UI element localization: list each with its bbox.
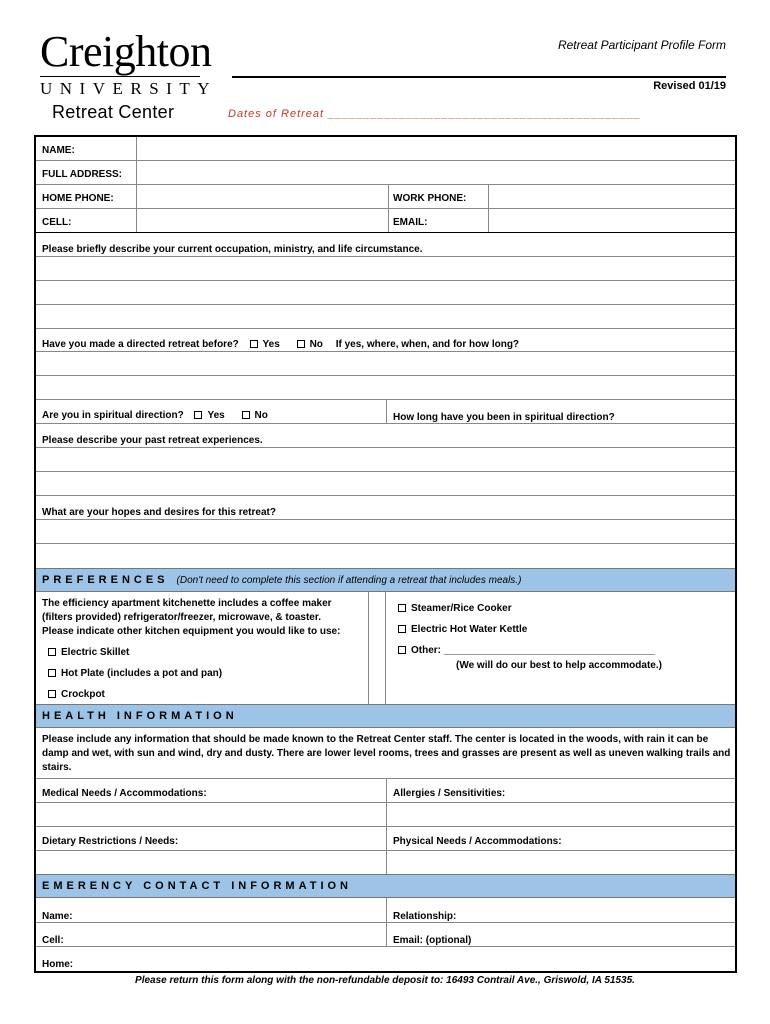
cell-label: CELL: (42, 217, 72, 228)
option-label: Steamer/Rice Cooker (411, 603, 512, 614)
preferences-title (42, 569, 521, 592)
medical-needs-label: Medical Needs / Accommodations: (42, 788, 207, 799)
answer-line[interactable] (36, 802, 735, 803)
directed-retreat-question: Have you made a directed retreat before? (42, 339, 239, 350)
divider (36, 922, 735, 923)
answer-line[interactable] (36, 304, 735, 305)
revised-date: Revised 01/19 (653, 80, 726, 92)
header-rule (232, 76, 726, 78)
answer-line[interactable] (36, 471, 735, 472)
intro-line: (filters provided) refrigerator/freezer, microwave, & toaster. (42, 612, 321, 623)
emergency-title: EMERENCY CONTACT INFORMATION (42, 880, 352, 892)
divider (368, 592, 369, 704)
form-title: Retreat Participant Profile Form (557, 38, 726, 52)
option-other[interactable] (398, 645, 655, 657)
home-phone-label: HOME PHONE: (42, 193, 114, 204)
intro-line: Please indicate other kitchen equipment you would like to use: (42, 626, 341, 637)
spiritual-direction-row (42, 410, 268, 422)
checkbox-icon[interactable] (398, 625, 406, 633)
option-hot-plate[interactable] (48, 668, 222, 680)
divider (36, 423, 735, 424)
emergency-header (36, 874, 735, 898)
spiritual-direction-question: Are you in spiritual direction? (42, 410, 184, 421)
option-label: Crockpot (61, 689, 105, 700)
home-phone-input[interactable] (137, 185, 387, 208)
checkbox-icon[interactable] (242, 411, 250, 419)
hopes-question: What are your hopes and desires for this retreat? (42, 507, 276, 518)
health-paragraph: Please include any information that should be made known to the Retreat Center staff. The center is located in the woods, with rain it can be damp and wet, with sun and wind, dry and dusty. There are lower level rooms, trees and grasses are present as well as uneven walking trails and stairs. (42, 734, 731, 773)
no-label: No (309, 339, 323, 350)
directed-followup: If yes, where, when, and for how long? (335, 339, 520, 350)
option-label: Electric Hot Water Kettle (411, 624, 528, 635)
option-label: Other: ______________________________________ (411, 645, 656, 656)
divider (36, 232, 735, 233)
no-label: No (254, 410, 268, 421)
occupation-question: Please briefly describe your current occupation, ministry, and life circumstance. (42, 244, 423, 255)
name-input[interactable] (137, 137, 737, 160)
answer-line[interactable] (36, 543, 735, 544)
option-crockpot[interactable] (48, 689, 105, 701)
option-steamer[interactable] (398, 603, 512, 615)
answer-line[interactable] (36, 256, 735, 257)
logo-name: Creighton (40, 27, 212, 76)
checkbox-icon[interactable] (48, 690, 56, 698)
dates-of-retreat-field[interactable]: Dates of Retreat ____________________________________________ (228, 108, 642, 120)
checkbox-icon[interactable] (48, 648, 56, 656)
option-label: Hot Plate (includes a pot and pan) (61, 668, 223, 679)
physical-needs-label: Physical Needs / Accommodations: (393, 836, 562, 847)
intro-line: The efficiency apartment kitchenette includes a coffee maker (42, 598, 332, 609)
checkbox-icon[interactable] (194, 411, 202, 419)
answer-line[interactable] (36, 328, 735, 329)
option-kettle[interactable] (398, 624, 527, 636)
emergency-relationship-label: Relationship: (393, 911, 457, 922)
divider (36, 826, 735, 827)
emergency-cell-label: Cell: (42, 935, 64, 946)
yes-label: Yes (207, 410, 225, 421)
divider (385, 592, 386, 704)
name-label: NAME: (42, 145, 75, 156)
emergency-home-label: Home: (42, 959, 74, 970)
health-title: HEALTH INFORMATION (42, 710, 238, 722)
checkbox-icon[interactable] (48, 669, 56, 677)
creighton-logo (40, 27, 220, 123)
logo-university: UNIVERSITY (40, 79, 217, 98)
divider (386, 399, 387, 423)
answer-line[interactable] (36, 495, 735, 496)
yes-label: Yes (262, 339, 280, 350)
preferences-title-text: PREFERENCES (42, 574, 169, 586)
dietary-label: Dietary Restrictions / Needs: (42, 836, 179, 847)
directed-retreat-row (42, 339, 519, 351)
answer-line[interactable] (36, 280, 735, 281)
checkbox-icon[interactable] (398, 604, 406, 612)
address-label: FULL ADDRESS: (42, 169, 122, 180)
emergency-name-label: Name: (42, 911, 73, 922)
accommodate-note: (We will do our best to help accommodate.) (456, 660, 662, 671)
work-phone-input[interactable] (489, 185, 737, 208)
address-input[interactable] (137, 161, 737, 184)
spiritual-followup: How long have you been in spiritual direction? (393, 412, 615, 423)
option-label: Electric Skillet (61, 647, 130, 658)
profile-form (34, 135, 737, 973)
answer-line[interactable] (36, 447, 735, 448)
logo-retreat-center: Retreat Center (52, 102, 175, 122)
checkbox-icon[interactable] (297, 340, 305, 348)
preferences-note: (Don't need to complete this section if attending a retreat that includes meals.) (176, 575, 522, 586)
cell-input[interactable] (137, 209, 387, 232)
divider (36, 946, 735, 947)
allergies-label: Allergies / Sensitivities: (393, 788, 506, 799)
email-label: EMAIL: (393, 217, 428, 228)
preferences-header (36, 568, 735, 592)
checkbox-icon[interactable] (250, 340, 258, 348)
work-phone-label: WORK PHONE: (393, 193, 467, 204)
emergency-email-label: Email: (optional) (393, 935, 472, 946)
logo-rule (40, 76, 200, 77)
answer-line[interactable] (36, 850, 735, 851)
answer-line[interactable] (36, 519, 735, 520)
footer-return-note: Please return this form along with the non-refundable deposit to: 16493 Contrail Ave., Griswold, IA 51535. (135, 975, 635, 986)
health-header (36, 704, 735, 728)
answer-line[interactable] (36, 375, 735, 376)
kitchenette-intro (42, 597, 362, 639)
option-electric-skillet[interactable] (48, 647, 129, 659)
checkbox-icon[interactable] (398, 646, 406, 654)
email-input[interactable] (489, 209, 737, 232)
past-retreats-question: Please describe your past retreat experiences. (42, 435, 263, 446)
answer-line[interactable] (36, 351, 735, 352)
